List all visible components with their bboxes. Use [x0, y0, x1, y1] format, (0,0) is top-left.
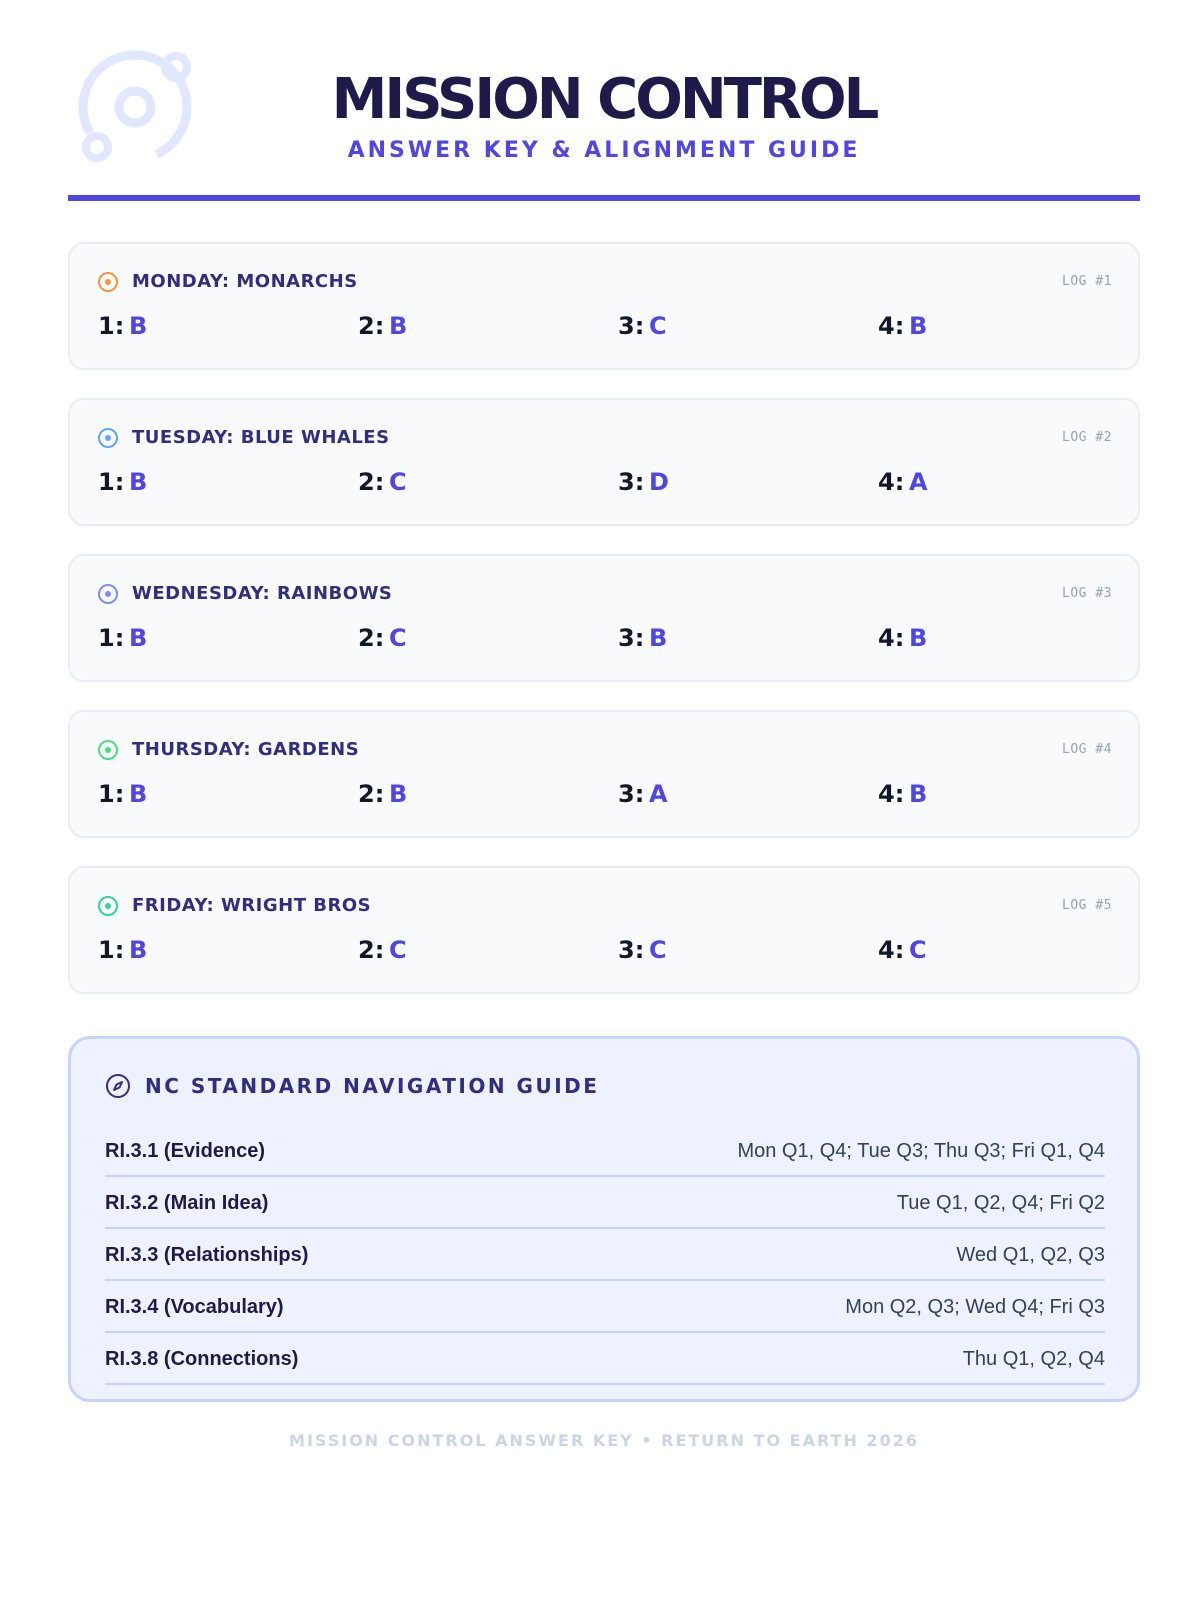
- question-number: 4:: [878, 780, 905, 808]
- answer-item: [358, 312, 618, 340]
- answer-letter: B: [129, 936, 148, 964]
- log-number: LOG #5: [1062, 898, 1112, 913]
- log-card: [68, 710, 1140, 838]
- log-card: [68, 242, 1140, 370]
- standard-references: Mon Q2, Q3; Wed Q4; Fri Q3: [845, 1295, 1105, 1318]
- answer-item: [618, 936, 878, 964]
- log-number: LOG #1: [1062, 274, 1112, 289]
- question-number: 1:: [98, 468, 125, 496]
- question-number: 4:: [878, 624, 905, 652]
- log-number: LOG #4: [1062, 742, 1112, 757]
- answer-key-page: [68, 0, 1140, 1600]
- standard-code: RI.3.1 (Evidence): [105, 1139, 266, 1162]
- answer-letter: B: [129, 468, 148, 496]
- answer-row: [98, 468, 1138, 496]
- log-header: [98, 583, 392, 604]
- header-divider: [68, 195, 1140, 201]
- answer-item: [618, 624, 878, 652]
- log-title: FRIDAY: WRIGHT BROS: [132, 895, 372, 916]
- answer-item: [878, 624, 1138, 652]
- standard-code: RI.3.2 (Main Idea): [105, 1191, 269, 1214]
- question-number: 2:: [358, 312, 385, 340]
- answer-row: [98, 624, 1138, 652]
- log-header: [98, 739, 359, 760]
- compass-icon: [105, 1073, 131, 1099]
- answer-letter: A: [649, 780, 668, 808]
- standard-code: RI.3.3 (Relationships): [105, 1243, 309, 1266]
- target-icon: [98, 584, 118, 604]
- log-card: [68, 866, 1140, 994]
- standard-references: Tue Q1, Q2, Q4; Fri Q2: [896, 1191, 1105, 1214]
- question-number: 3:: [618, 780, 645, 808]
- log-header: [98, 895, 371, 916]
- answer-item: [358, 936, 618, 964]
- guide-title: NC STANDARD NAVIGATION GUIDE: [145, 1074, 600, 1098]
- question-number: 4:: [878, 468, 905, 496]
- guide-row: [105, 1281, 1105, 1333]
- answer-item: [618, 468, 878, 496]
- answer-letter: B: [129, 624, 148, 652]
- standard-references: Wed Q1, Q2, Q3: [956, 1243, 1105, 1266]
- answer-letter: C: [389, 936, 407, 964]
- answer-item: [358, 624, 618, 652]
- log-number: LOG #3: [1062, 586, 1112, 601]
- guide-row: [105, 1177, 1105, 1229]
- answer-letter: D: [649, 468, 669, 496]
- answer-item: [358, 468, 618, 496]
- guide-row: [105, 1229, 1105, 1281]
- question-number: 1:: [98, 936, 125, 964]
- log-card: [68, 398, 1140, 526]
- question-number: 2:: [358, 468, 385, 496]
- log-header: [98, 427, 390, 448]
- header: [68, 0, 1140, 200]
- answer-item: [98, 468, 358, 496]
- answer-item: [618, 312, 878, 340]
- log-number: LOG #2: [1062, 430, 1112, 445]
- answer-letter: B: [649, 624, 668, 652]
- answer-item: [98, 312, 358, 340]
- log-title: THURSDAY: GARDENS: [132, 739, 360, 760]
- answer-item: [358, 780, 618, 808]
- answer-letter: B: [389, 780, 408, 808]
- footer-text: MISSION CONTROL ANSWER KEY • RETURN TO EARTH 2026: [289, 1431, 919, 1450]
- standard-code: RI.3.8 (Connections): [105, 1347, 299, 1370]
- question-number: 3:: [618, 936, 645, 964]
- answer-item: [98, 936, 358, 964]
- guide-rows: [105, 1125, 1105, 1385]
- guide-row: [105, 1125, 1105, 1177]
- page-title: MISSION CONTROL: [331, 67, 877, 132]
- question-number: 1:: [98, 780, 125, 808]
- guide-row: [105, 1333, 1105, 1385]
- question-number: 3:: [618, 624, 645, 652]
- answer-letter: C: [389, 468, 407, 496]
- question-number: 1:: [98, 624, 125, 652]
- answer-item: [878, 780, 1138, 808]
- answer-letter: B: [129, 780, 148, 808]
- answer-row: [98, 936, 1138, 964]
- question-number: 1:: [98, 312, 125, 340]
- question-number: 4:: [878, 312, 905, 340]
- question-number: 4:: [878, 936, 905, 964]
- log-title: MONDAY: MONARCHS: [132, 271, 358, 292]
- answer-letter: C: [389, 624, 407, 652]
- answer-item: [98, 780, 358, 808]
- answer-letter: C: [649, 936, 667, 964]
- navigation-guide: [68, 1036, 1140, 1402]
- question-number: 2:: [358, 936, 385, 964]
- answer-letter: B: [909, 312, 928, 340]
- log-header: [98, 271, 358, 292]
- log-list: [68, 242, 1140, 1022]
- log-title: TUESDAY: BLUE WHALES: [132, 427, 390, 448]
- log-card: [68, 554, 1140, 682]
- target-icon: [98, 428, 118, 448]
- question-number: 3:: [618, 468, 645, 496]
- answer-item: [878, 312, 1138, 340]
- answer-letter: B: [909, 780, 928, 808]
- answer-row: [98, 780, 1138, 808]
- standard-references: Thu Q1, Q2, Q4: [962, 1347, 1105, 1370]
- answer-row: [98, 312, 1138, 340]
- page-subtitle: ANSWER KEY & ALIGNMENT GUIDE: [347, 138, 861, 163]
- target-icon: [98, 896, 118, 916]
- target-icon: [98, 272, 118, 292]
- answer-letter: B: [909, 624, 928, 652]
- answer-letter: A: [909, 468, 928, 496]
- answer-item: [618, 780, 878, 808]
- answer-item: [98, 624, 358, 652]
- standard-references: Mon Q1, Q4; Tue Q3; Thu Q3; Fri Q1, Q4: [737, 1139, 1105, 1162]
- question-number: 2:: [358, 624, 385, 652]
- answer-letter: C: [909, 936, 927, 964]
- answer-letter: B: [389, 312, 408, 340]
- answer-item: [878, 468, 1138, 496]
- log-title: WEDNESDAY: RAINBOWS: [132, 583, 393, 604]
- target-icon: [98, 740, 118, 760]
- standard-code: RI.3.4 (Vocabulary): [105, 1295, 284, 1318]
- answer-letter: B: [129, 312, 148, 340]
- guide-header: [105, 1073, 599, 1099]
- answer-letter: C: [649, 312, 667, 340]
- question-number: 2:: [358, 780, 385, 808]
- answer-item: [878, 936, 1138, 964]
- question-number: 3:: [618, 312, 645, 340]
